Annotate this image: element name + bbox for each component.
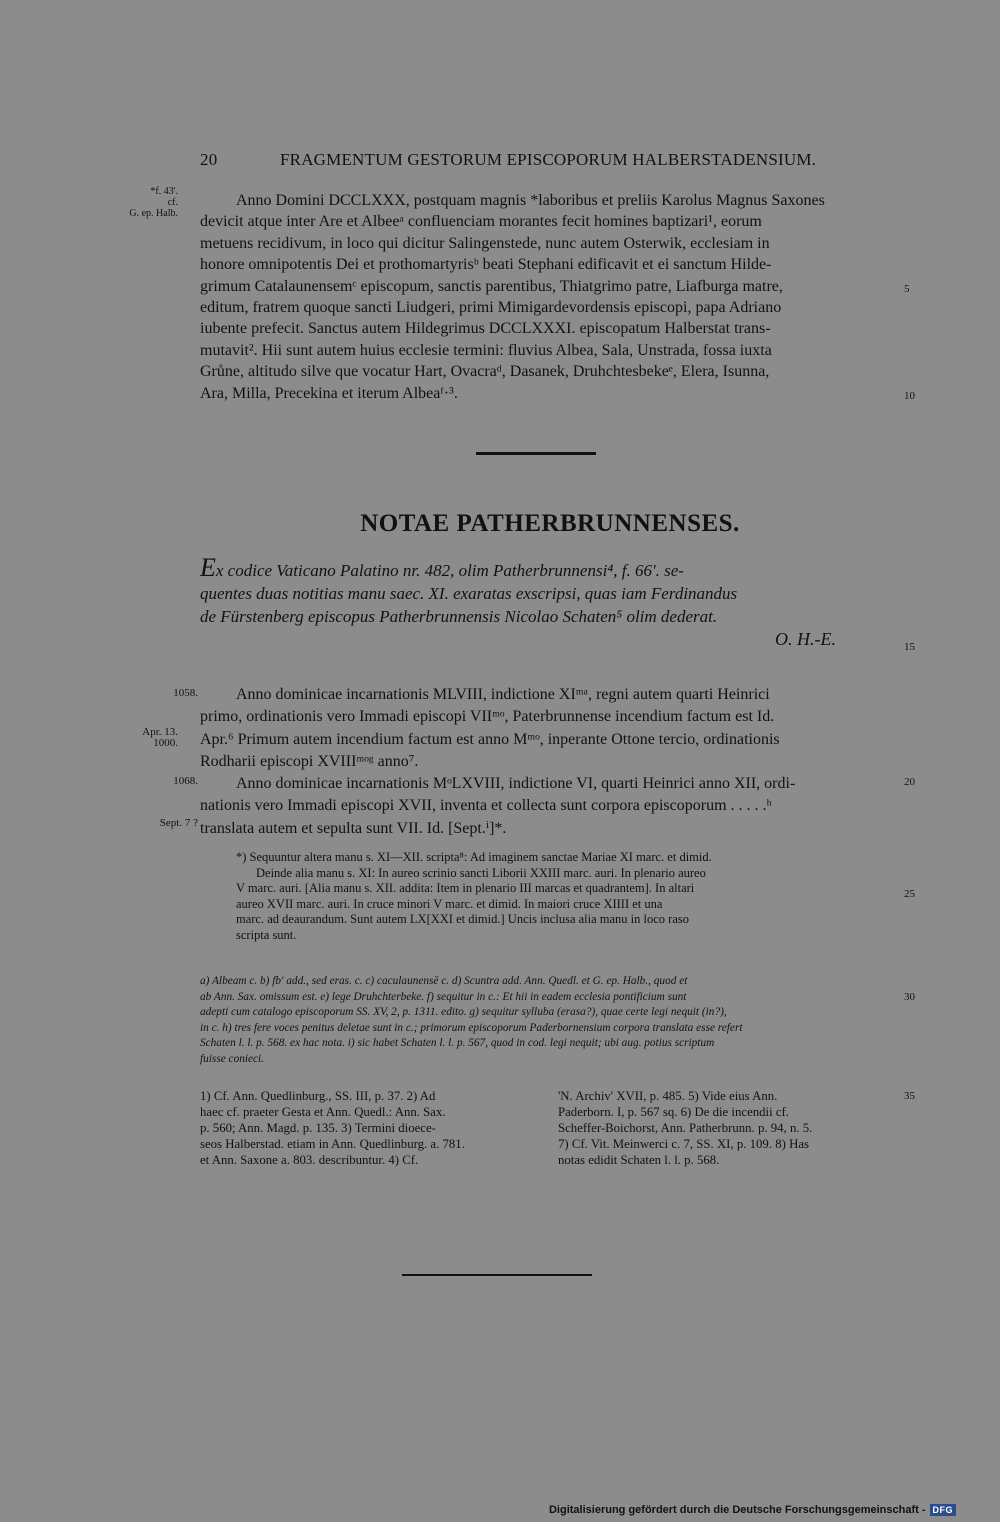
fragment-line: editum, fratrem quoque sancti Liudgeri, primi Mimigardevordensis episcopi, papa Adriano bbox=[200, 299, 782, 317]
margin-source: G. ep. Halb. bbox=[129, 208, 178, 219]
fragment-line: honore omnipotentis Dei et prothomartyrisᵇ beati Stephani edificavit et ei sanctum Hilde- bbox=[200, 256, 772, 274]
footnote-line: p. 560; Ann. Magd. p. 135. 3) Termini dioece- bbox=[200, 1121, 436, 1135]
footnotes-left-column bbox=[200, 1088, 542, 1168]
page-number: 20 bbox=[200, 150, 218, 169]
section-title: NOTAE PATHERBRUNNENSES. bbox=[360, 510, 740, 537]
entry-line: Anno dominicae incarnationis MLVIII, indictione XIᵐᵃ, regni autem quarti Heinrici bbox=[236, 686, 770, 703]
intro-line-text: x codice Vaticano Palatino nr. 482, olim Patherbrunnensi⁴, f. 66'. se- bbox=[215, 561, 684, 580]
line-number-5: 5 bbox=[904, 283, 910, 295]
intro-initial: E bbox=[200, 553, 216, 582]
annal-entries bbox=[200, 684, 900, 840]
footnote-line: 'N. Archiv' XVII, p. 485. 5) Vide eius Ann. bbox=[558, 1089, 778, 1103]
footer-text: Digitalisierung gefördert durch die Deutsche Forschungsgemeinschaft - bbox=[548, 1504, 926, 1516]
star-note-line: Deinde alia manu s. XI: In aureo scrinio sancti Liborii XXIII marc. auri. In plenario aureo bbox=[256, 865, 706, 880]
star-note-line: *) Sequuntur altera manu s. XI—XII. scripta⁸: Ad imaginem sanctae Mariae XI marc. et dimid. bbox=[236, 850, 712, 864]
apparatus-line: fuisse conieci. bbox=[200, 1052, 264, 1065]
apparatus-line: adepti cum catalogo episcoporum SS. XV, 2, p. 1311. edito. g) sequitur sylluba (erasa?), quae certe legi nequit (in?), bbox=[200, 1006, 727, 1019]
fragment-line: Ara, Milla, Precekina et iterum Albeaᶠ·³. bbox=[200, 384, 458, 402]
fragment-line: iubente prefecit. Sanctus autem Hildegrimus DCCLXXXI. episcopatum Halberstat trans- bbox=[200, 320, 771, 338]
margin-note-folio bbox=[120, 186, 178, 219]
fragment-line: mutavit². Hii sunt autem huius ecclesie termini: fluvius Albea, Sala, Unstrada, fossa iuxta bbox=[200, 341, 772, 359]
footnote-line: Paderborn. I, p. 567 sq. 6) De die incendii cf. bbox=[558, 1105, 789, 1119]
intro-paragraph bbox=[200, 553, 900, 651]
intro-line-1 bbox=[200, 553, 900, 582]
editor-signoff: O. H.-E. bbox=[775, 629, 836, 649]
star-note-line: scripta sunt. bbox=[236, 927, 297, 942]
digitization-footer bbox=[549, 1504, 956, 1516]
margin-date-1000: Apr. 13. 1000. bbox=[142, 726, 178, 749]
fragment-line: Anno Domini DCCLXXX, postquam magnis *laboribus et preliis Karolus Magnus Saxones bbox=[236, 192, 825, 209]
margin-year-1068: 1068. bbox=[173, 775, 198, 787]
fragment-line: metuens recidivum, in loco qui dicitur Salingenstede, nunc autem Osterwik, ecclesiam in bbox=[200, 234, 770, 252]
numbered-footnotes bbox=[200, 1088, 900, 1184]
end-divider bbox=[402, 1274, 592, 1276]
fragment-line: grimum Catalaunensemᶜ episcopum, sanctis parentibus, Thiatgrimo patre, Liafburga matre, bbox=[200, 277, 783, 295]
fragment-paragraph bbox=[200, 190, 900, 404]
line-number-35: 35 bbox=[904, 1090, 915, 1102]
apparatus-line: ab Ann. Sax. omissum est. e) lege Druhchterbeke. f) sequitur in c.: Et hii in eadem ecclesia pontificium sunt bbox=[200, 990, 687, 1003]
star-note-line: marc. ad deaurandum. Sunt autem LX[XXI et dimid.] Uncis inclusa alia manu in loco raso bbox=[236, 912, 689, 927]
entry-line: primo, ordinationis vero Immadi episcopi VIIᵐᵒ, Paterbrunnense incendium factum est Id. bbox=[200, 708, 775, 726]
margin-cf: cf. bbox=[167, 197, 178, 208]
footnote-line: 1) Cf. Ann. Quedlinburg., SS. III, p. 37. 2) Ad bbox=[200, 1089, 436, 1103]
footnote-line: haec cf. praeter Gesta et Ann. Quedl.: Ann. Sax. bbox=[200, 1105, 446, 1119]
critical-apparatus bbox=[200, 974, 900, 1068]
margin-date-sept: Sept. 7 ? bbox=[159, 817, 198, 829]
fragment-line: Grůne, altitudo silve que vocatur Hart, Ovacraᵈ, Dasanek, Druhchtesbekeᵉ, Elera, Isunna, bbox=[200, 363, 770, 381]
star-note-line: V marc. auri. [Alia manu s. XII. addita: Item in plenario III marcas et quadrantem]. In altari bbox=[236, 881, 695, 896]
footnote-line: Scheffer-Boichorst, Ann. Patherbrunn. p. 94, n. 5. bbox=[558, 1121, 813, 1135]
apparatus-line: Schaten l. l. p. 568. ex hac nota. i) sic habet Schaten l. l. p. 567, quod in cod. legi nequit; ubi aug. potius scriptum bbox=[200, 1037, 715, 1050]
footnotes-right-column bbox=[558, 1088, 900, 1168]
star-note-line: aureo XVII marc. auri. In cruce minori V marc. et dimid. In maiori cruce XIIII et una bbox=[236, 896, 663, 911]
apparatus-line: a) Albeam c. b) fb' add., sed eras. c. c) caculaunensē c. d) Scuntra add. Ann. Quedl. et G. ep. Halb., quod et bbox=[200, 975, 688, 987]
star-footnote bbox=[236, 850, 900, 944]
intro-line: quentes duas notitias manu saec. XI. exaratas exscripsi, quas iam Ferdinandus bbox=[200, 584, 738, 603]
footnote-line: notas edidit Schaten l. l. p. 568. bbox=[558, 1153, 720, 1167]
line-number-10: 10 bbox=[904, 390, 915, 402]
apparatus-line: in c. h) tres fere voces penitus deletae sunt in c.; primorum episcoporum Paderbornensium corpora translata esse refert bbox=[200, 1021, 743, 1034]
margin-folio: *f. 43'. bbox=[150, 186, 178, 197]
entry-line: translata autem et sepulta sunt VII. Id. [Sept.ⁱ]*. bbox=[200, 819, 507, 837]
section-divider bbox=[476, 452, 596, 455]
line-number-30: 30 bbox=[904, 991, 915, 1003]
entry-line: Anno dominicae incarnationis MᵒLXVIII, indictione VI, quarti Heinrici anno XII, ordi- bbox=[236, 775, 796, 793]
line-number-20: 20 bbox=[904, 776, 915, 788]
line-number-25: 25 bbox=[904, 888, 915, 900]
margin-year-1058: 1058. bbox=[173, 687, 198, 699]
intro-line: de Fürstenberg episcopus Patherbrunnensis Nicolao Schaten⁵ olim dederat. bbox=[200, 607, 718, 626]
running-title: FRAGMENTUM GESTORUM EPISCOPORUM HALBERSTADENSIUM. bbox=[280, 150, 817, 169]
fragment-line: devicit atque inter Are et Albeeᵃ confluenciam morantes fecit homines baptizari¹, eorum bbox=[200, 213, 762, 231]
footnote-line: seos Halberstad. etiam in Ann. Quedlinburg. a. 781. bbox=[200, 1137, 465, 1151]
entry-line: Rodharii episcopi XVIIIᵐᵒᵍ anno⁷. bbox=[200, 752, 419, 770]
footnote-line: et Ann. Saxone a. 803. describuntur. 4) Cf. bbox=[200, 1153, 419, 1167]
entry-line: nationis vero Immadi episcopi XVII, inventa et collecta sunt corpora episcoporum . . . . .ʰ bbox=[200, 797, 772, 815]
entry-line: Apr.⁶ Primum autem incendium factum est anno Mᵐᵒ, inperante Ottone tercio, ordinationis bbox=[200, 730, 780, 748]
dfg-logo: DFG bbox=[930, 1504, 957, 1516]
footnote-line: 7) Cf. Vit. Meinwerci c. 7, SS. XI, p. 109. 8) Has bbox=[558, 1137, 809, 1151]
line-number-15: 15 bbox=[904, 641, 915, 653]
